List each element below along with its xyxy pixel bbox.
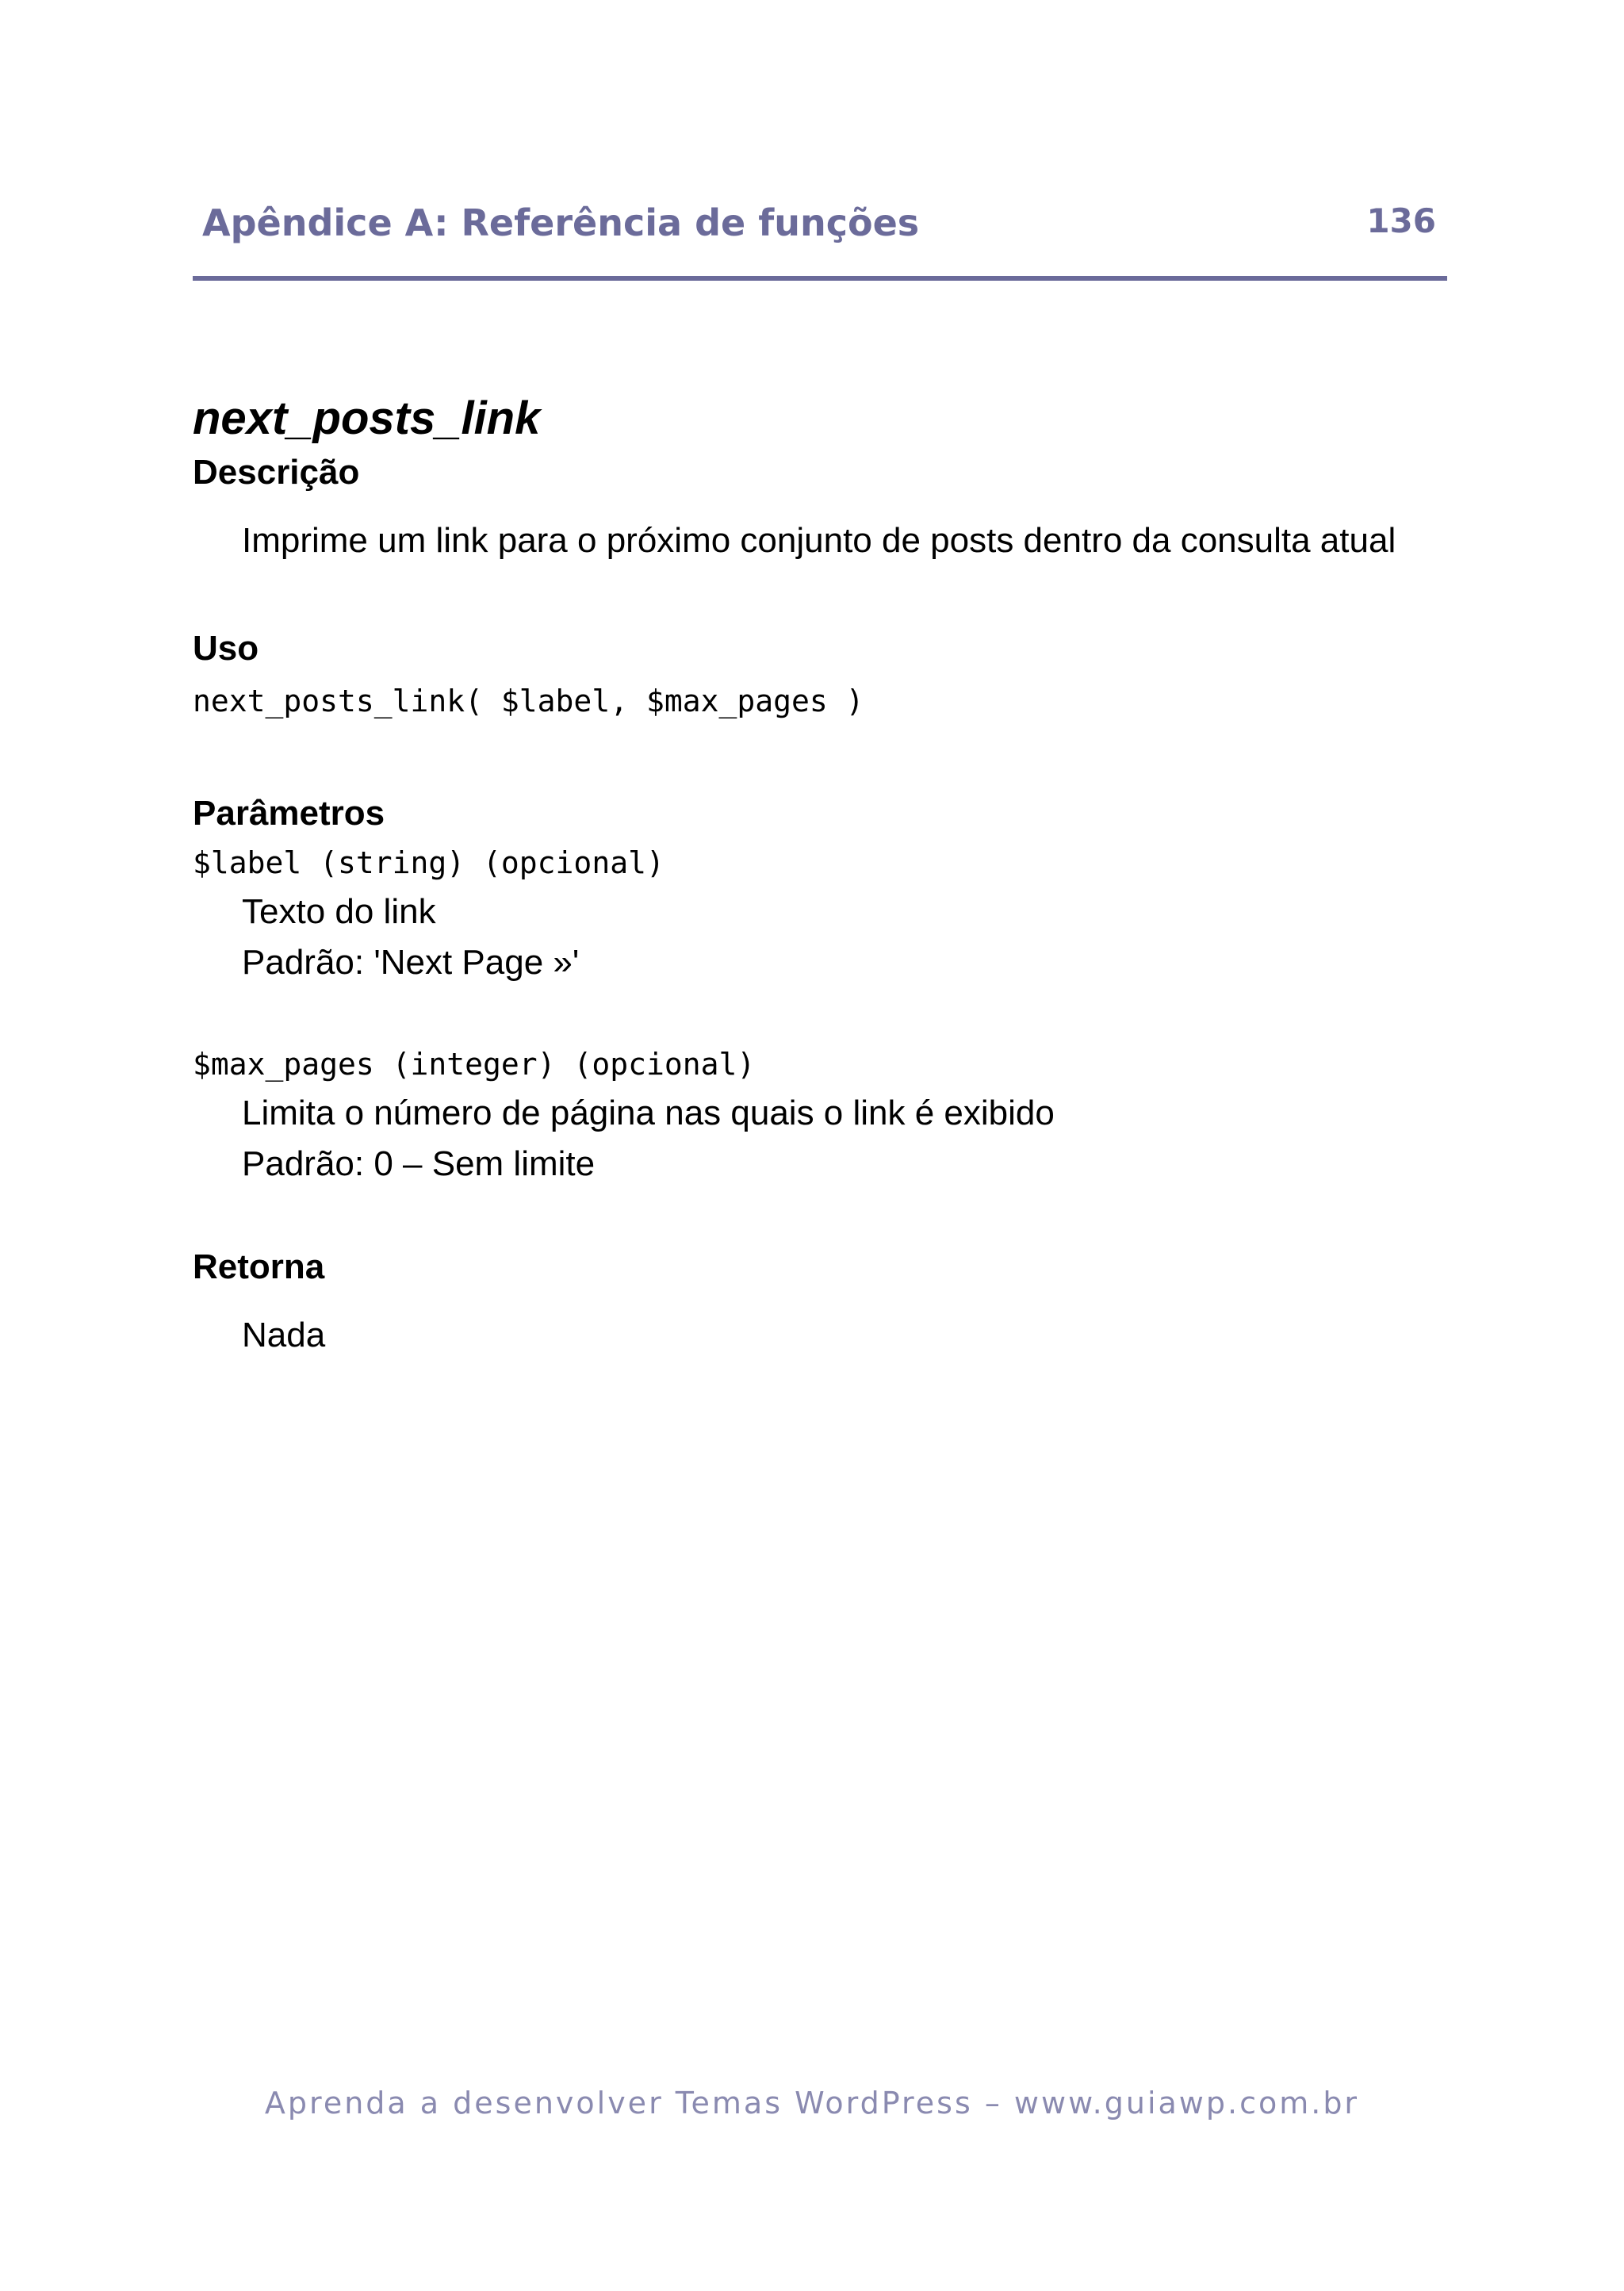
- parameter-max-pages: [193, 1044, 1447, 1186]
- page-footer: Aprenda a desenvolver Temas WordPress – www.guiawp.com.br: [264, 2086, 1360, 2121]
- function-name: next_posts_link: [193, 393, 541, 444]
- parameters-heading: Parâmetros: [193, 794, 385, 833]
- parameter-default: Padrão: 0 – Sem limite: [242, 1144, 596, 1183]
- returns-heading: Retorna: [193, 1247, 325, 1286]
- description-text: Imprime um link para o próximo conjunto de posts dentro da consulta atual: [242, 521, 1396, 560]
- returns-text: Nada: [242, 1316, 326, 1354]
- usage-heading: Uso: [193, 629, 259, 668]
- function-reference: [193, 387, 1447, 1358]
- parameter-description: Limita o número de página nas quais o link é exibido: [242, 1094, 1055, 1132]
- parameter-signature: $label (string) (opcional): [193, 845, 665, 880]
- parameter-signature: $max_pages (integer) (opcional): [193, 1047, 756, 1082]
- page-header: [193, 190, 1447, 281]
- chapter-title: Apêndice A: Referência de funções: [202, 201, 920, 244]
- parameter-description: Texto do link: [242, 892, 436, 931]
- page-number: 136: [1366, 201, 1436, 240]
- parameter-label: [193, 842, 1447, 985]
- description-heading: Descrição: [193, 453, 360, 492]
- parameter-default: Padrão: 'Next Page »': [242, 943, 580, 982]
- usage-code: next_posts_link( $label, $max_pages ): [193, 684, 864, 718]
